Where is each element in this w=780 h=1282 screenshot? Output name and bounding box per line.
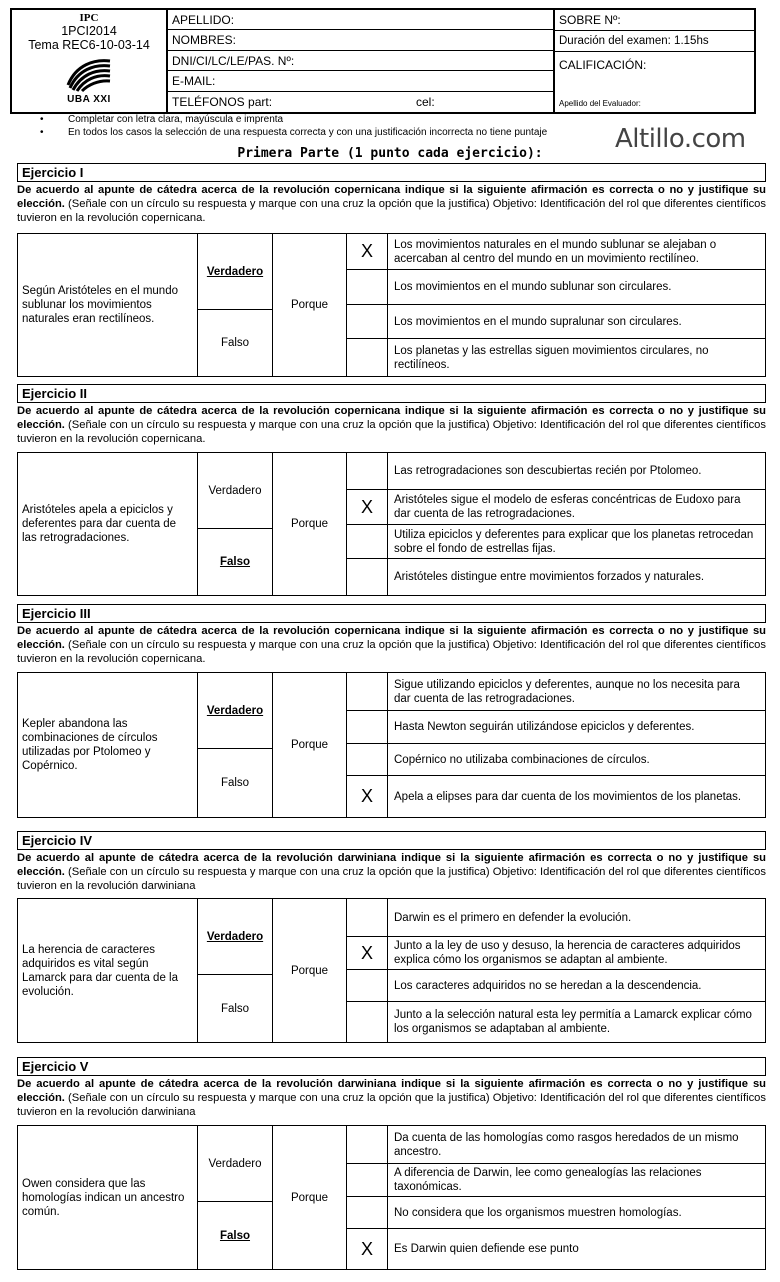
answer-table — [17, 452, 766, 596]
grading-block — [553, 10, 754, 112]
justification-checkbox[interactable] — [347, 711, 388, 744]
calificacion-field[interactable]: CALIFICACIÓN: — [559, 58, 647, 72]
instructions-rest: (Señale con un círculo su respuesta y marque con una cruz la opción que la justifica) Objetivo: Identificación del rol que diferentes científicos tuvieron en la revolución copernicana. — [17, 639, 766, 665]
justification-checkbox[interactable] — [347, 525, 388, 559]
statement: Kepler abandona las combinaciones de círculos utilizadas por Ptolomeo y Copérnico. — [18, 673, 198, 817]
exercise-instructions — [17, 851, 766, 893]
exercise-block — [17, 163, 766, 371]
justification-checkbox[interactable] — [347, 673, 388, 711]
justification-option: Los planetas y las estrellas siguen movimientos circulares, no rectilíneos. — [394, 344, 709, 371]
cel-label: cel: — [416, 94, 435, 109]
email-field[interactable] — [166, 71, 553, 91]
justification-checkbox[interactable] — [347, 305, 388, 339]
duracion-label: Duración del examen: 1.15hs — [553, 31, 754, 52]
justification-checkbox[interactable] — [347, 559, 388, 595]
justification-option: Apela a elipses para dar cuenta de los movimientos de los planetas. — [394, 790, 742, 803]
verdadero-option[interactable]: Verdadero — [198, 453, 273, 529]
instructions-rest: (Señale con un círculo su respuesta y marque con una cruz la opción que la justifica) Objetivo: Identificación del rol que diferentes científicos tuvieron en la revolución darwiniana — [17, 1092, 766, 1118]
answer-table — [17, 233, 766, 377]
part-title: Primera Parte (1 punto cada ejercicio): — [237, 146, 543, 161]
verdadero-option[interactable]: Verdadero — [198, 673, 273, 749]
exercise-block — [17, 384, 766, 583]
instructions-bold: De acuerdo al apunte de cátedra acerca de la revolución darwiniana indique si la siguiente afirmación es correcta o no y justifique su elección. — [17, 852, 766, 878]
justification-option: Es Darwin quien defiende ese punto — [394, 1243, 579, 1255]
porque-label: Porque — [273, 899, 347, 1042]
answer-table — [17, 898, 766, 1043]
justification-checkbox[interactable] — [347, 970, 388, 1002]
justification-option: Hasta Newton seguirán utilizándose epiciclos y deferentes. — [388, 711, 765, 744]
exercise-title: Ejercicio II — [17, 384, 766, 403]
porque-label: Porque — [273, 234, 347, 376]
porque-label: Porque — [273, 1126, 347, 1269]
statement: Aristóteles apela a epiciclos y deferentes para dar cuenta de las retrogradaciones. — [18, 453, 198, 595]
exam-header — [10, 8, 756, 114]
statement: Según Aristóteles en el mundo sublunar los movimientos naturales eran rectilíneos. — [18, 234, 198, 376]
porque-label: Porque — [273, 673, 347, 817]
justification-checkbox[interactable]: X — [347, 776, 388, 817]
field-label: DNI/CI/LC/LE/PAS. Nº: — [172, 53, 295, 68]
instructions-rest: (Señale con un círculo su respuesta y marque con una cruz la opción que la justifica) Objetivo: Identificación del rol que diferentes científicos tuvieron en la revolución copernicana. — [17, 198, 766, 224]
instruction-item: • Completar con letra clara, mayúscula e imprenta — [40, 113, 547, 126]
brand-watermark: Altillo.com — [615, 124, 746, 154]
telefonos-field[interactable] — [166, 92, 553, 112]
justification-option: Sigue utilizando epiciclos y deferentes, aunque no los necesita para dar cuenta de las retrogradaciones. — [388, 673, 765, 711]
exercise-instructions — [17, 404, 766, 446]
exercise-instructions — [17, 1077, 766, 1119]
justification-checkbox[interactable]: X — [347, 1229, 388, 1269]
instructions-bold: De acuerdo al apunte de cátedra acerca de la revolución darwiniana indique si la siguiente afirmación es correcta o no y justifique su elección. — [17, 1078, 766, 1104]
instructions-list — [40, 113, 547, 139]
instructions-bold: De acuerdo al apunte de cátedra acerca de la revolución copernicana indique si la siguiente afirmación es correcta o no y justifique su elección. — [17, 405, 766, 431]
justification-option: Aristóteles distingue entre movimientos forzados y naturales. — [394, 571, 705, 583]
field-label: APELLIDO: — [172, 13, 235, 27]
justification-checkbox[interactable] — [347, 339, 388, 376]
course-code: 1PCI2014 — [61, 24, 117, 38]
justification-option: Darwin es el primero en defender la evolución. — [388, 899, 765, 937]
exercise-instructions — [17, 624, 766, 666]
justification-option: Copérnico no utilizaba combinaciones de círculos. — [388, 744, 765, 776]
exercise-title: Ejercicio I — [17, 163, 766, 182]
sobre-field[interactable]: SOBRE Nº: — [553, 10, 754, 31]
justification-option: Las retrogradaciones son descubiertas recién por Ptolomeo. — [388, 453, 765, 490]
justification-checkbox[interactable] — [347, 270, 388, 305]
student-info-fields — [166, 10, 555, 112]
justification-option: Los movimientos en el mundo supralunar son circulares. — [388, 305, 765, 339]
justification-option: Junto a la ley de uso y desuso, la herencia de caracteres adquiridos explica cómo los organismos se adaptan al ambiente. — [388, 937, 765, 970]
instructions-bold: De acuerdo al apunte de cátedra acerca de la revolución copernicana indique si la siguiente afirmación es correcta o no y justifique su elección. — [17, 184, 766, 210]
justification-checkbox[interactable]: X — [347, 937, 388, 970]
evaluador-field[interactable]: Apellido del Evaluador: — [559, 99, 641, 108]
exercise-block — [17, 831, 766, 1035]
field-label: NOMBRES: — [172, 33, 237, 48]
verdadero-option[interactable]: Verdadero — [198, 1126, 273, 1202]
justification-option: Junto a la selección natural esta ley permitía a Lamarck explicar cómo los organismos se adaptaban al ambiente. — [394, 1009, 752, 1035]
justification-checkbox[interactable] — [347, 744, 388, 776]
exercise-block — [17, 1057, 766, 1259]
instructions-rest: (Señale con un círculo su respuesta y marque con una cruz la opción que la justifica) Objetivo: Identificación del rol que diferentes científicos tuvieron en la revolución darwiniana — [17, 866, 766, 892]
exercise-title: Ejercicio IV — [17, 831, 766, 850]
justification-checkbox[interactable]: X — [347, 490, 388, 525]
justification-checkbox[interactable]: X — [347, 234, 388, 270]
justification-option: No considera que los organismos muestren homologías. — [388, 1197, 765, 1229]
exercise-title: Ejercicio V — [17, 1057, 766, 1076]
falso-option[interactable]: Falso — [198, 1202, 273, 1269]
ipc-label: IPC — [79, 12, 99, 24]
justification-option: Da cuenta de las homologías como rasgos heredados de un mismo ancestro. — [388, 1126, 765, 1164]
instructions-rest: (Señale con un círculo su respuesta y marque con una cruz la opción que la justifica) Objetivo: Identificación del rol que diferentes científicos tuvieron en la revolución copernicana. — [17, 419, 766, 445]
uba-xxi-label: UBA XXI — [67, 94, 111, 105]
field-label: TELÉFONOS part: — [172, 94, 273, 109]
justification-checkbox[interactable] — [347, 1126, 388, 1164]
justification-option: Los movimientos naturales en el mundo sublunar se alejaban o acercaban al centro del mundo en un movimiento rectilíneo. — [388, 234, 765, 270]
falso-option[interactable]: Falso — [198, 529, 273, 595]
instruction-item: • En todos los casos la selección de una respuesta correcta y con una justificación incorrecta no tiene puntaje — [40, 126, 547, 139]
answer-table — [17, 672, 766, 818]
justification-option: Utiliza epiciclos y deferentes para explicar que los planetas retrocedan sobre el fondo de estrellas fijas. — [388, 525, 765, 559]
header-logo-block — [12, 10, 168, 112]
justification-option: Los movimientos en el mundo sublunar son circulares. — [388, 270, 765, 305]
justification-option: Los caracteres adquiridos no se heredan a la descendencia. — [388, 970, 765, 1002]
justification-option: Aristóteles sigue el modelo de esferas concéntricas de Eudoxo para dar cuenta de las retrogradaciones. — [388, 490, 765, 525]
instructions-bold: De acuerdo al apunte de cátedra acerca de la revolución copernicana indique si la siguiente afirmación es correcta o no y justifique su elección. — [17, 625, 766, 651]
exam-tema: Tema REC6-10-03-14 — [28, 38, 150, 52]
justification-checkbox[interactable] — [347, 1002, 388, 1042]
exercise-instructions — [17, 183, 766, 225]
justification-checkbox[interactable] — [347, 1197, 388, 1229]
answer-table — [17, 1125, 766, 1270]
exercise-block — [17, 604, 766, 806]
porque-label: Porque — [273, 453, 347, 595]
exercise-title: Ejercicio III — [17, 604, 766, 623]
nombres-field[interactable] — [166, 30, 553, 50]
justification-checkbox[interactable] — [347, 453, 388, 490]
statement: Owen considera que las homologías indican un ancestro común. — [18, 1126, 198, 1269]
justification-checkbox[interactable] — [347, 899, 388, 937]
dni-field[interactable] — [166, 51, 553, 71]
field-label: E-MAIL: — [172, 74, 216, 89]
falso-option[interactable]: Falso — [198, 975, 273, 1042]
uba-logo-icon — [64, 55, 114, 93]
justification-checkbox[interactable] — [347, 1164, 388, 1197]
falso-option[interactable]: Falso — [198, 749, 273, 817]
falso-option[interactable]: Falso — [198, 310, 273, 376]
verdadero-option[interactable]: Verdadero — [198, 899, 273, 975]
justification-option: A diferencia de Darwin, lee como genealogías las relaciones taxonómicas. — [388, 1164, 765, 1197]
verdadero-option[interactable]: Verdadero — [198, 234, 273, 310]
statement: La herencia de caracteres adquiridos es vital según Lamarck para dar cuenta de la evolución. — [18, 899, 198, 1042]
apellido-field[interactable] — [166, 10, 553, 30]
